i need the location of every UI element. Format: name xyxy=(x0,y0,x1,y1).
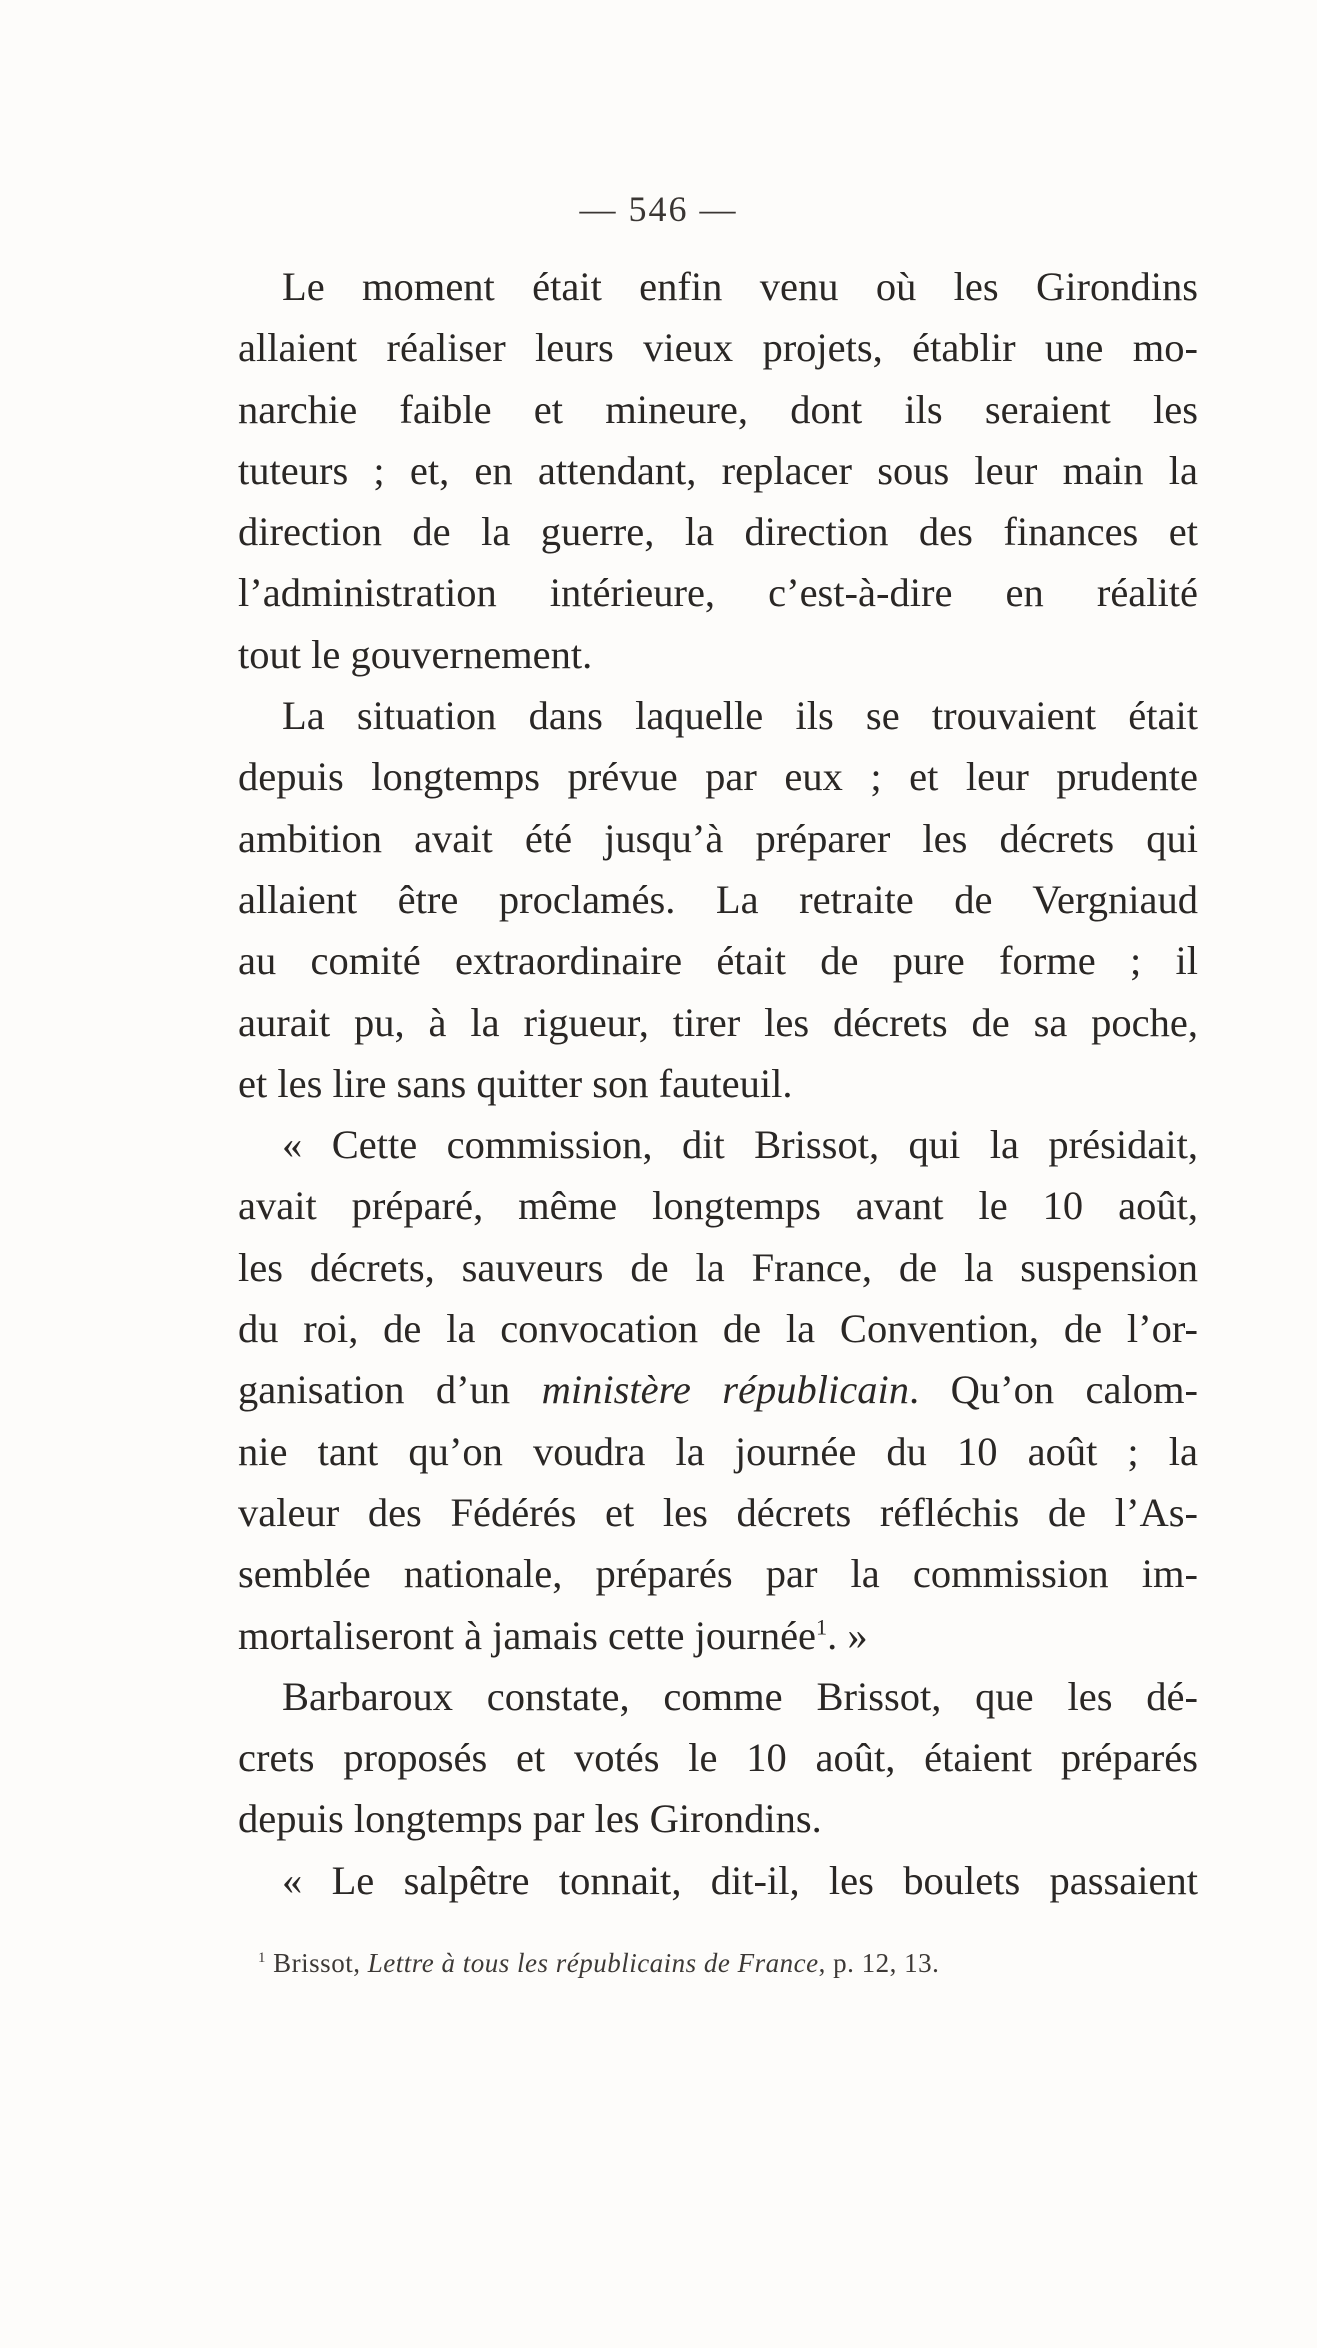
text-line: avait préparé, même longtemps avant le 10 août, xyxy=(238,1183,1198,1229)
text-line: du roi, de la convocation de la Convention, de l’or- xyxy=(238,1306,1198,1352)
text-line xyxy=(238,1605,1198,1666)
text-line: depuis longtemps par les Girondins. xyxy=(238,1796,822,1842)
text-line: direction de la guerre, la direction des finances et xyxy=(238,509,1198,555)
text-line: depuis longtemps prévue par eux ; et leur prudente xyxy=(238,754,1198,800)
text-segment: mortaliseront à jamais cette journée xyxy=(238,1612,817,1658)
text-line: allaient réaliser leurs vieux projets, établir une mo- xyxy=(238,325,1198,371)
text-segment: . Qu’on calom- xyxy=(909,1367,1198,1413)
text-segment: ganisation d’un xyxy=(238,1367,542,1413)
footnote-title: Lettre à tous les républicains de France xyxy=(367,1948,819,1978)
footnote-author: Brissot, xyxy=(273,1948,368,1978)
text-line: Barbaroux constate, comme Brissot, que les dé- xyxy=(282,1673,1198,1719)
text-line: narchie faible et mineure, dont ils seraient les xyxy=(238,386,1198,432)
text-line: tuteurs ; et, en attendant, replacer sous leur main la xyxy=(238,447,1198,493)
text-line: l’administration intérieure, c’est-à-dire en réalité xyxy=(238,570,1198,616)
text-line: La situation dans laquelle ils se trouvaient était xyxy=(282,693,1198,739)
text-line: valeur des Fédérés et les décrets réfléchis de l’As- xyxy=(238,1489,1198,1535)
text-line: Le moment était enfin venu où les Girondins xyxy=(282,264,1198,309)
text-line: les décrets, sauveurs de la France, de la suspension xyxy=(238,1244,1198,1290)
italic-phrase: ministère républicain xyxy=(541,1367,910,1413)
text-line: crets proposés et votés le 10 août, étaient préparés xyxy=(238,1735,1198,1781)
text-line: et les lire sans quitter son fauteuil. xyxy=(238,1060,793,1106)
text-line: ambition avait été jusqu’à préparer les décrets qui xyxy=(238,815,1198,861)
page-number: — 546 — xyxy=(579,189,738,229)
footnote-pages: , p. 12, 13. xyxy=(818,1948,940,1978)
text-line: « Le salpêtre tonnait, dit-il, les boulets passaient xyxy=(282,1857,1198,1903)
text-line xyxy=(238,1359,1198,1420)
text-line: allaient être proclamés. La retraite de Vergniaud xyxy=(238,876,1198,922)
footnote-reference[interactable]: 1 xyxy=(816,1614,828,1640)
text-segment: . » xyxy=(827,1612,868,1658)
footnote xyxy=(258,1948,939,1979)
text-line: nie tant qu’on voudra la journée du 10 août ; la xyxy=(238,1428,1198,1474)
body-text xyxy=(238,256,1198,1911)
text-line: tout le gouvernement. xyxy=(238,631,593,677)
text-line: au comité extraordinaire était de pure forme ; il xyxy=(238,938,1198,984)
text-line: aurait pu, à la rigueur, tirer les décrets de sa poche, xyxy=(238,999,1198,1045)
text-line: semblée nationale, préparés par la commission im- xyxy=(238,1551,1198,1597)
text-line: « Cette commission, dit Brissot, qui la présidait, xyxy=(282,1122,1198,1168)
footnote-marker: 1 xyxy=(258,1950,266,1966)
